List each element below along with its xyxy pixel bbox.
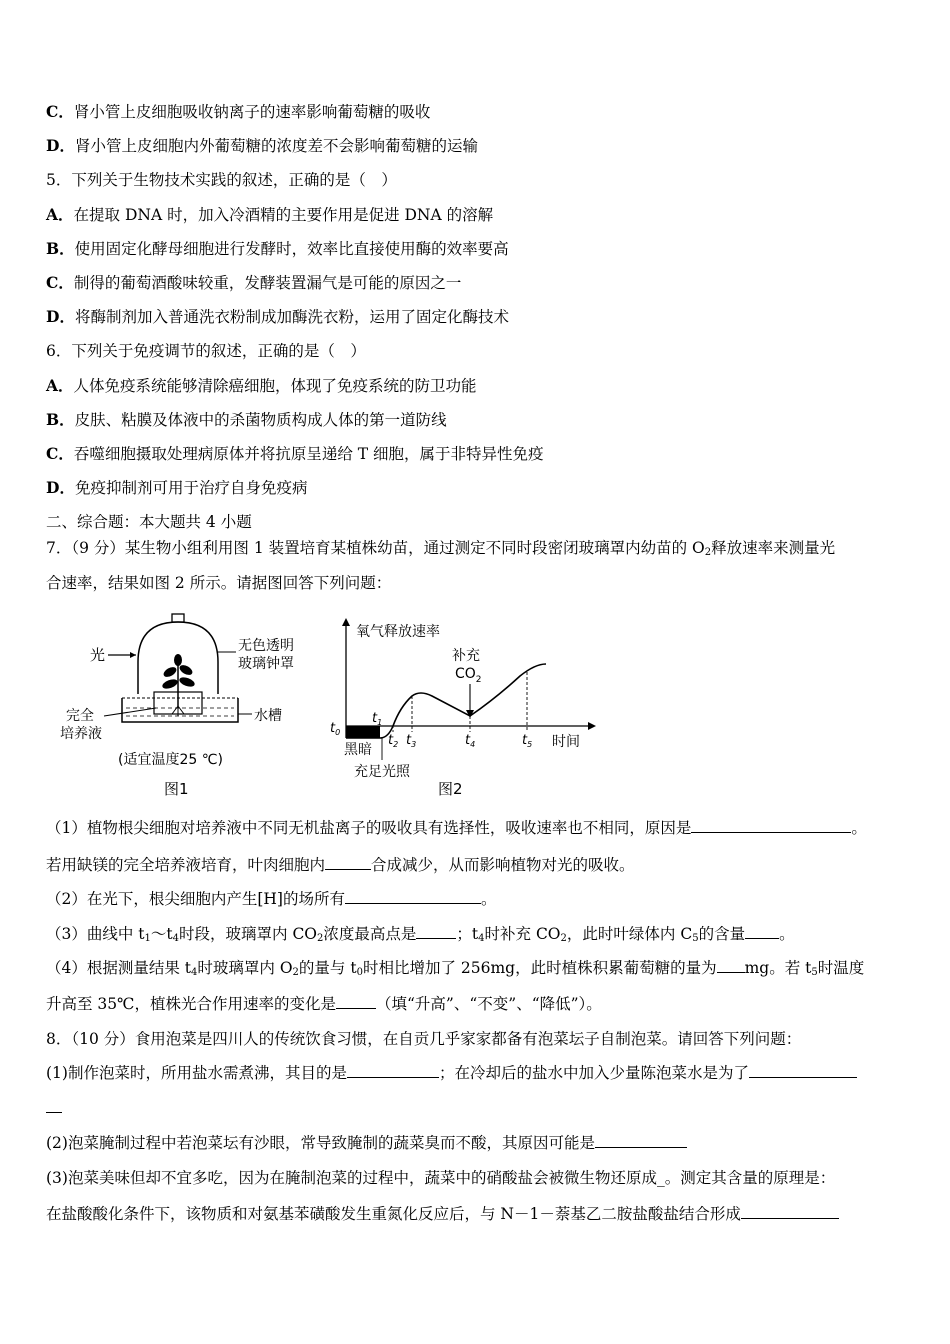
- q5-stem: 5．下列关于生物技术实践的叙述，正确的是（ ）: [46, 171, 397, 189]
- q4-option-c: C．肾小管上皮细胞吸收钠离子的速率影响葡萄糖的吸收: [46, 102, 431, 121]
- q5-option-a: A．在提取 DNA 时，加入冷酒精的主要作用是促进 DNA 的溶解: [46, 205, 494, 224]
- q7-figures: [60, 612, 620, 802]
- answer-blank[interactable]: [416, 924, 456, 939]
- q6-option-c: C．吞噬细胞摄取处理病原体并将抗原呈递给 T 细胞，属于非特异性免疫: [46, 444, 544, 463]
- answer-blank[interactable]: [717, 958, 745, 973]
- fig1-solution-label-2: 培养液: [60, 726, 102, 742]
- fig1-light-label: 光: [90, 646, 106, 664]
- fig2-dark-label: 黑暗: [344, 742, 372, 758]
- q6-option-a: A．人体免疫系统能够清除癌细胞，体现了免疫系统的防卫功能: [46, 376, 477, 395]
- fig2-caption: 图2: [438, 780, 463, 798]
- q8-stem: 8．（10 分）食用泡菜是四川人的传统饮食习惯，在自贡几乎家家都备有泡菜坛子自制泡菜。请回答下列问题：: [46, 1030, 802, 1048]
- fig2-t2: $t_2$: [388, 733, 399, 749]
- q7-part4: （4）根据测量结果 $t_4$时玻璃罩内 $O_2$的量与 $t_0$时相比增加了 256mg，此时植株积累葡萄糖的量为 mg。若 $t_5$时温度: [46, 959, 865, 978]
- fig2-xlabel: 时间: [552, 734, 580, 750]
- q6-option-b: B．皮肤、粘膜及体液中的杀菌物质构成人体的第一道防线: [46, 410, 447, 429]
- answer-blank[interactable]: [595, 1133, 687, 1148]
- fig1-tank-label: 水槽: [254, 708, 282, 724]
- plant-icon: [161, 654, 196, 716]
- fig2-ylabel: 氧气释放速率: [356, 624, 440, 640]
- q7-part2: （2）在光下，根尖细胞内产生[H]的场所有 。: [46, 890, 497, 908]
- q7-part4-line2: 升高至 35℃，植株光合作用速率的变化是 （填“升高”、“不变”、“降低”）。: [46, 995, 602, 1013]
- fig2-supplement-label: 补充: [452, 648, 480, 664]
- q7-part1: （1）植物根尖细胞对培养液中不同无机盐离子的吸收具有选择性，吸收速率也不相同，原因是 。: [46, 819, 867, 837]
- q7-stem-line2: 合速率，结果如图 2 所示。请据图回答下列问题：: [46, 574, 392, 592]
- answer-blank[interactable]: [749, 1063, 857, 1078]
- q5-option-c: C．制得的葡萄酒酸味较重，发酵装置漏气是可能的原因之一: [46, 273, 462, 292]
- bell-jar-knob: [172, 614, 184, 622]
- fig1-cover-label-1: 无色透明: [238, 638, 294, 654]
- answer-blank[interactable]: [745, 924, 779, 939]
- q6-stem: 6．下列关于免疫调节的叙述，正确的是（ ）: [46, 342, 366, 360]
- answer-blank[interactable]: [345, 889, 481, 904]
- q8-part1: (1)制作泡菜时，所用盐水需煮沸，其目的是 ；在冷却后的盐水中加入少量陈泡菜水是为了: [46, 1063, 857, 1083]
- fig1-temp-label: (适宜温度25 ℃): [118, 752, 223, 768]
- answer-blank[interactable]: [347, 1063, 439, 1078]
- fig2-co2-label: $CO_2$: [455, 666, 482, 685]
- q5-option-d: D．将酶制剂加入普通洗衣粉制成加酶洗衣粉，运用了固定化酶技术: [46, 307, 509, 326]
- water-tank: [122, 698, 238, 722]
- q8-part2: (2)泡菜腌制过程中若泡菜坛有沙眼，常导致腌制的蔬菜臭而不酸，其原因可能是: [46, 1133, 687, 1153]
- fig2-t1: $t_1$: [372, 711, 383, 727]
- fig1-cover-label-2: 玻璃钟罩: [238, 656, 294, 672]
- answer-blank[interactable]: [741, 1204, 839, 1219]
- q7-part3: （3）曲线中 $t_1\sim t_4$时段，玻璃罩内 $CO_2$浓度最高点是 ；$t_4$时补充 $CO_2$，此时叶绿体内 $C_5$的含量 。: [46, 925, 795, 944]
- fig2-t0: $t_0$: [330, 721, 341, 737]
- q7-part1-line2: 若用缺镁的完全培养液培育，叶肉细胞内 合成减少，从而影响植物对光的吸收。: [46, 856, 635, 874]
- q8-part3-line2: 在盐酸酸化条件下，该物质和对氨基苯磺酸发生重氮化反应后，与 N－1－萘基乙二胺盐酸盐结合形成: [46, 1204, 839, 1224]
- answer-blank[interactable]: [46, 1098, 62, 1113]
- fig2-t5: $t_5$: [522, 733, 533, 749]
- fig2-t3: $t_3$: [406, 733, 417, 749]
- q6-option-d: D．免疫抑制剂可用于治疗自身免疫病: [46, 478, 308, 497]
- answer-blank[interactable]: [336, 994, 376, 1009]
- q4-option-d: D．肾小管上皮细胞内外葡萄糖的浓度差不会影响葡萄糖的运输: [46, 136, 478, 155]
- fig2-t4: $t_4$: [465, 733, 476, 749]
- q7-stem: 7．（9 分）某生物小组利用图 1 装置培育某植株幼苗，通过测定不同时段密闭玻璃罩内幼苗的 $O_2$释放速率来测量光: [46, 539, 836, 558]
- fig2-light-label: 充足光照: [354, 764, 410, 780]
- section-title: 二、综合题：本大题共 4 小题: [46, 513, 252, 531]
- answer-blank[interactable]: [325, 855, 371, 870]
- q5-option-b: B．使用固定化酵母细胞进行发酵时，效率比直接使用酶的效率要高: [46, 239, 509, 258]
- fig1-solution-label-1: 完全: [66, 708, 94, 724]
- q8-part3: (3)泡菜美味但却不宜多吃，因为在腌制泡菜的过程中，蔬菜中的硝酸盐会被微生物还原成_。测定其含量的原理是：: [46, 1169, 836, 1187]
- q8-part1-line2: [46, 1098, 62, 1118]
- figure-1-apparatus: [60, 614, 294, 798]
- dark-phase-bar: [346, 726, 380, 738]
- fig1-caption: 图1: [164, 780, 189, 798]
- answer-blank[interactable]: [691, 818, 851, 833]
- figure-2-graph: [330, 618, 596, 798]
